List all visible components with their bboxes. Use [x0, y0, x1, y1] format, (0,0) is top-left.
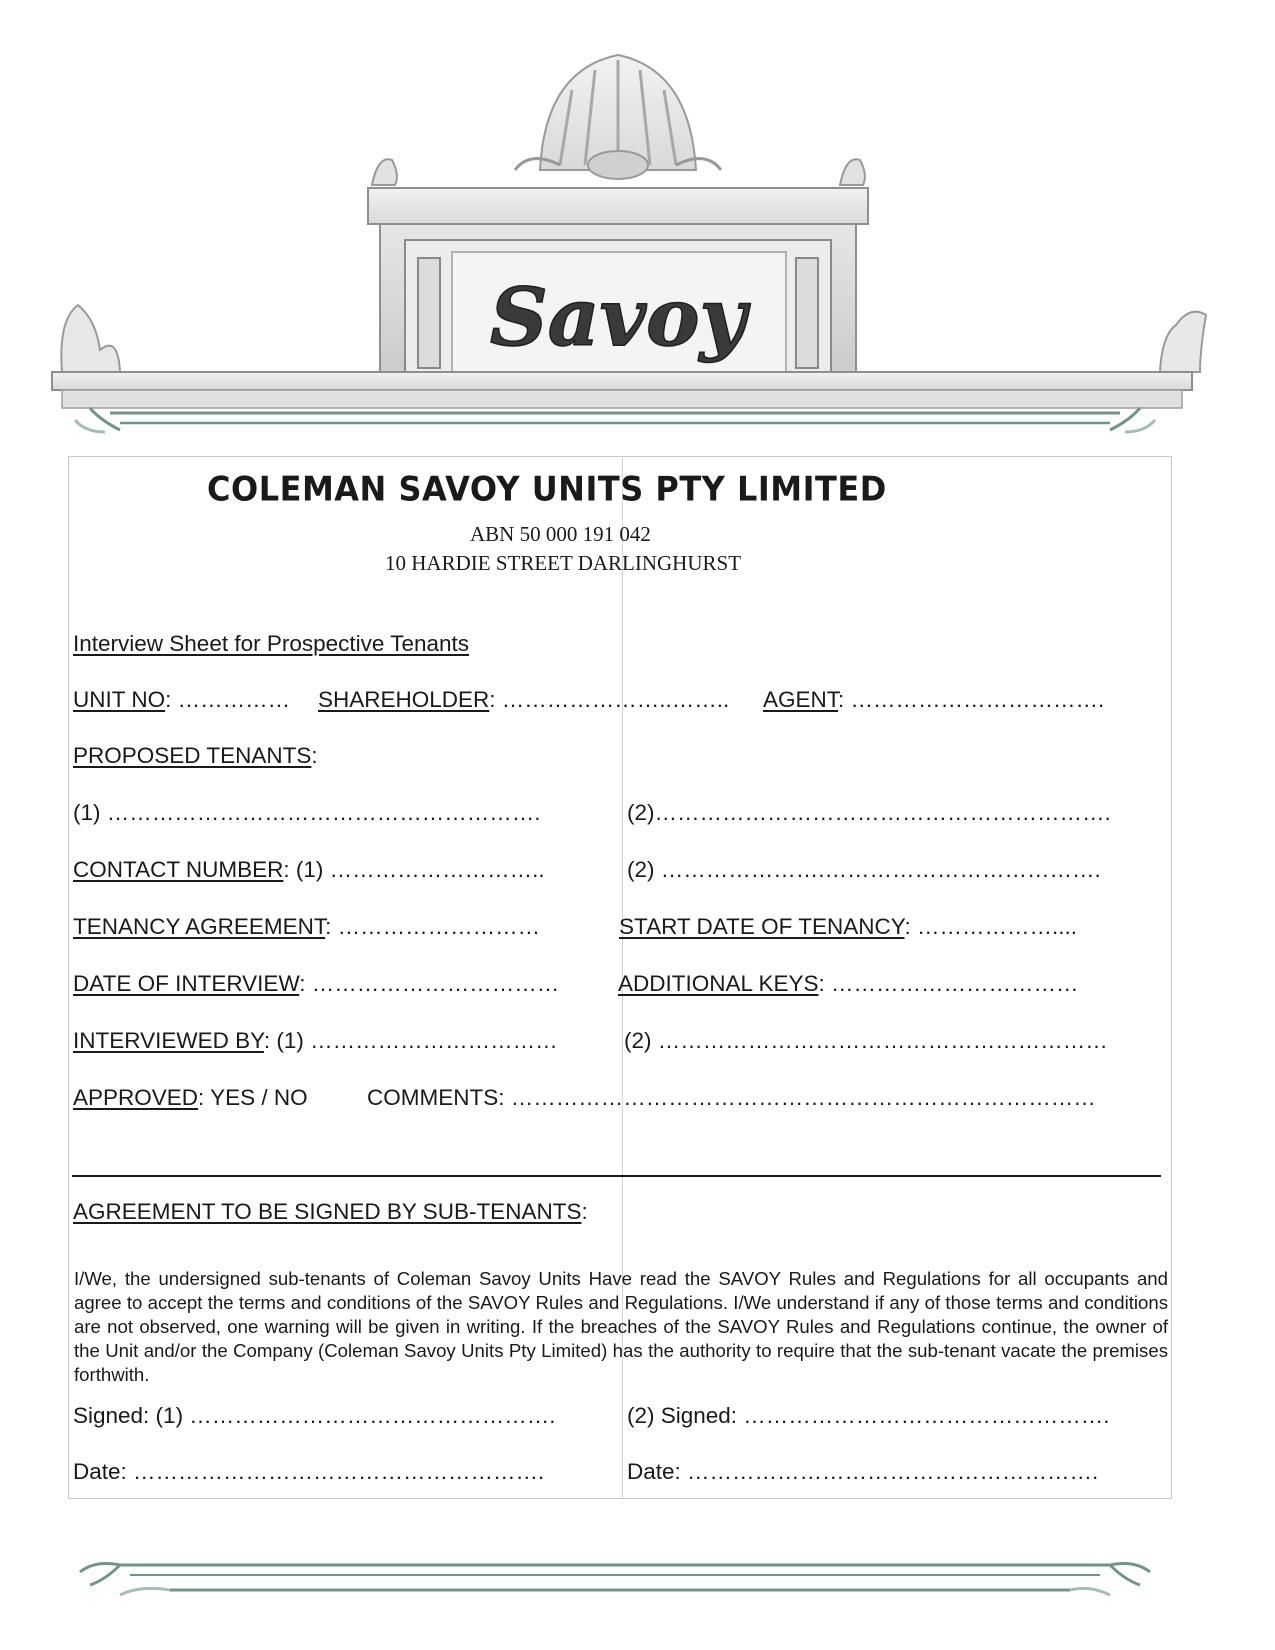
- tenant-1-field[interactable]: (1) ………………………………………………….: [73, 800, 541, 825]
- date-of-interview-label: DATE OF INTERVIEW: [73, 971, 300, 996]
- tenancy-agreement-field[interactable]: [73, 914, 540, 940]
- additional-keys-field[interactable]: [618, 971, 1078, 997]
- interviewed-by-1-field[interactable]: [73, 1028, 558, 1054]
- comments-label: COMMENTS:: [367, 1085, 505, 1110]
- agent-field[interactable]: [763, 687, 1104, 713]
- signed-2-field[interactable]: (2) Signed: ………………………………………….: [627, 1403, 1110, 1428]
- interviewed-by-label: INTERVIEWED BY: [73, 1028, 264, 1053]
- start-date-dots: : ………………....: [904, 914, 1077, 939]
- contact-number-1-dots: : (1) ………………………..: [283, 857, 545, 882]
- date-of-interview-field[interactable]: [73, 971, 559, 997]
- form-title: Interview Sheet for Prospective Tenants: [73, 631, 470, 656]
- approved-field[interactable]: [73, 1085, 308, 1111]
- additional-keys-label: ADDITIONAL KEYS: [618, 971, 819, 996]
- unit-no-label: UNIT NO: [73, 687, 166, 712]
- abn-number: ABN 50 000 191 042: [470, 522, 651, 546]
- agreement-heading-label: AGREEMENT TO BE SIGNED BY SUB-TENANTS: [73, 1199, 582, 1224]
- agreement-body-text: I/We, the undersigned sub-tenants of Coleman Savoy Units Have read the SAVOY Rules and Regulations for all occupants and agree to accept the terms and conditions of the SAVOY Rules and Regulations. I/We understand if any of those terms and conditions are not observed, one warning will be given in writing. If the breaches of the SAVOY Rules and Regulations continue, the owner of the Unit and/or the Company (Coleman Savoy Units Pty Limited) has the authority to require that the sub-tenant vacate the premises forthwith.: [74, 1268, 1168, 1385]
- interviewed-by-2-field[interactable]: (2) ……………………………………………………: [624, 1028, 1108, 1053]
- agreement-heading-colon: :: [581, 1199, 588, 1224]
- approved-label: APPROVED: [73, 1085, 199, 1110]
- date-2-field[interactable]: Date: ……………………………………………….: [627, 1459, 1099, 1484]
- proposed-tenants-label: PROPOSED TENANTS: [73, 743, 312, 768]
- shareholder-field[interactable]: [318, 687, 729, 713]
- agent-dots: : …………………………….: [838, 687, 1105, 712]
- shareholder-label: SHAREHOLDER: [318, 687, 490, 712]
- contact-number-2-field[interactable]: (2) ………………….……………………………….: [627, 857, 1101, 882]
- savoy-logo: Savoy: [490, 270, 746, 364]
- additional-keys-dots: : ……………………………: [818, 971, 1079, 996]
- company-name: COLEMAN SAVOY UNITS PTY LIMITED: [207, 469, 887, 509]
- proposed-tenants-heading: [73, 743, 318, 769]
- section-separator: [72, 1175, 1161, 1177]
- proposed-tenants-colon: :: [311, 743, 318, 768]
- approved-options[interactable]: : YES / NO: [198, 1085, 308, 1110]
- shell-crest: [515, 55, 721, 179]
- comments-dots: ……………………………………………………………………: [510, 1085, 1096, 1110]
- interviewed-by-1-dots: : (1) ……………………………: [263, 1028, 558, 1053]
- comments-field[interactable]: [367, 1085, 1096, 1111]
- agreement-heading: [73, 1199, 588, 1225]
- signed-1-field[interactable]: Signed: (1) ………………………………………….: [73, 1403, 556, 1428]
- shareholder-dots: : …………………..……..: [489, 687, 730, 712]
- tenancy-agreement-label: TENANCY AGREEMENT: [73, 914, 326, 939]
- agent-label: AGENT: [763, 687, 839, 712]
- ornamental-footer-rule: [0, 1540, 1275, 1620]
- start-date-label: START DATE OF TENANCY: [619, 914, 905, 939]
- start-date-field[interactable]: [619, 914, 1077, 940]
- tenant-2-field[interactable]: (2)…………………………………………………….: [627, 800, 1111, 825]
- company-address: 10 HARDIE STREET DARLINGHURST: [385, 551, 742, 575]
- savoy-facade-header-image: [0, 0, 1275, 450]
- unit-no-dots: : ……………: [165, 687, 291, 712]
- contact-number-label: CONTACT NUMBER: [73, 857, 284, 882]
- contact-number-1-field[interactable]: [73, 857, 545, 883]
- date-1-field[interactable]: Date: ……………………………………………….: [73, 1459, 545, 1484]
- date-of-interview-dots: : ……………………………: [299, 971, 560, 996]
- tenancy-agreement-dots: : ………………………: [325, 914, 541, 939]
- unit-no-field[interactable]: [73, 687, 290, 713]
